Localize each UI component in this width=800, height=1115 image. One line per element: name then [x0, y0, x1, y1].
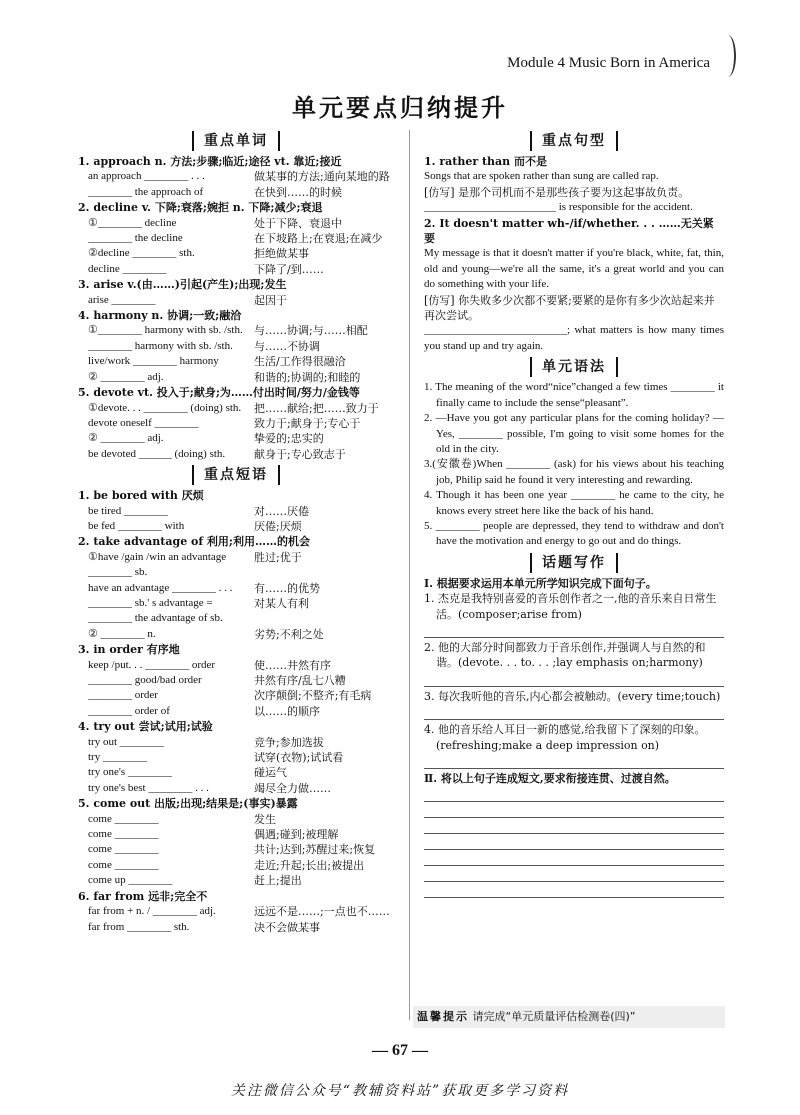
entry-row	[78, 827, 394, 842]
footer-note: 关注微信公众号“教辅资料站”获取更多学习资料	[230, 1083, 570, 1099]
essay-line[interactable]	[424, 852, 724, 866]
entry-meaning: 走近;升起;长出;被提出	[254, 858, 365, 872]
entry-title: 2. take advantage of 利用;利用……的机会	[78, 535, 310, 549]
entry-row	[78, 431, 394, 446]
entry-row	[78, 858, 394, 873]
entry-phrase: come ________	[88, 812, 159, 825]
entry-row	[78, 596, 394, 627]
entry-meaning: 厌倦;厌烦	[254, 519, 302, 533]
vocab-list	[78, 154, 394, 462]
entry-meaning: 有……的优势	[254, 581, 320, 595]
entry-phrase: ________ order of	[88, 704, 170, 717]
entry-meaning: 拒绝做某事	[254, 247, 309, 261]
writing-item: 3. 每次我听他的音乐,内心都会被触动。(every time;touch)	[424, 689, 721, 703]
entry-phrase: ________ sb.' s advantage = ________ the advantage of sb.	[88, 596, 223, 625]
writing-part-1: Ⅰ. 根据要求运用本单元所学知识完成下面句子。	[424, 576, 657, 590]
entry-phrase: ①________ decline	[88, 216, 177, 229]
entry-row	[78, 370, 394, 385]
entry-title: 4. try out 尝试;试用;试验	[78, 720, 213, 734]
phrase-list	[78, 488, 394, 935]
entry-phrase: arise ________	[88, 293, 156, 306]
writing-item: 1. 杰克是我特别喜爱的音乐创作者之一,他的音乐来自日常生活。(composer;arise from)	[424, 592, 717, 621]
answer-line[interactable]	[424, 706, 724, 720]
sentence-2-example: My message is that it doesn't matter if you're black, white, fat, thin, old and young—we're all the same, it's a great world and you can do something with your life.	[424, 247, 724, 291]
entry-row	[78, 169, 394, 184]
writing-heading: 话题写作	[424, 553, 724, 573]
answer-line[interactable]	[424, 755, 724, 769]
entry-phrase: have an advantage ________ . . .	[88, 581, 233, 594]
entry-title: 2. decline v. 下降;衰落;婉拒 n. 下降;减少;衰退	[78, 201, 323, 215]
entry-meaning: 下降了/到……	[254, 262, 324, 276]
page-title: 单元要点归纳提升	[292, 94, 508, 122]
grammar-item: 3.(安徽卷)When ________ (ask) for his views about his teaching job, Philip said he found it very interesting and rewarding.	[424, 458, 724, 486]
entry-title: 3. arise v.(由……)引起(产生);出现;发生	[78, 278, 287, 292]
writing-item: 4. 他的音乐给人耳目一新的感觉,给我留下了深刻的印象。(refreshing;make a deep impression on)	[424, 723, 706, 752]
column-divider	[409, 130, 410, 1020]
entry-phrase: ①devote. . . ________ (doing) sth.	[88, 401, 242, 414]
entry-meaning: 远远不是……;一点也不……	[254, 905, 390, 919]
entry-meaning: 在下坡路上;在衰退;在减少	[254, 232, 383, 246]
entry-title: 5. devote vt. 投入于;献身;为……付出时间/努力/金钱等	[78, 386, 360, 400]
grammar-heading: 单元语法	[424, 357, 724, 377]
entry-row	[78, 504, 394, 519]
entry-meaning: 献身于;专心致志于	[254, 447, 346, 461]
entry-meaning: 致力于;献身于;专心于	[254, 416, 361, 430]
entry-phrase: decline ________	[88, 262, 167, 275]
entry-meaning: 对……厌倦	[254, 504, 309, 518]
entry-row	[78, 658, 394, 673]
entry-phrase: come ________	[88, 843, 159, 856]
entry-row	[78, 812, 394, 827]
entry-row	[78, 920, 394, 935]
sentence-2-blank: __________________________; what matters is how many times you stand up and try again.	[424, 324, 724, 352]
sentence-heading: 重点句型	[424, 131, 724, 151]
grammar-item: 1. The meaning of the word“nice”changed a few times ________ it finally came to include the sense“pleasant”.	[424, 381, 724, 409]
entry-phrase: live/work ________ harmony	[88, 355, 219, 368]
entry-row	[78, 354, 394, 369]
entry-meaning: 做某事的方法;通向某地的路	[254, 170, 390, 184]
entry-phrase: far from ________ sth.	[88, 920, 190, 933]
entry-phrase: come up ________	[88, 874, 173, 887]
entry-row	[78, 673, 394, 688]
answer-line[interactable]	[424, 673, 724, 687]
tip-label: 温馨提示	[417, 1010, 469, 1023]
entry-meaning: 以……的顺序	[254, 704, 320, 718]
entry-meaning: 在快到……的时候	[254, 185, 342, 199]
entry-phrase: ________ the approach of	[88, 185, 204, 198]
page-number: — 67 —	[372, 1042, 428, 1059]
entry-phrase: ________ order	[88, 689, 158, 702]
entry-phrase: try one's best ________ . . .	[88, 781, 209, 794]
entry-phrase: ________ good/bad order	[88, 674, 202, 686]
entry-row	[78, 781, 394, 796]
entry-phrase: ②decline ________ sth.	[88, 247, 195, 260]
essay-line[interactable]	[424, 868, 724, 882]
entry-phrase: be fed ________ with	[88, 519, 185, 532]
sentence-1-title: 1. rather than 而不是	[424, 155, 547, 168]
entry-row	[78, 447, 394, 462]
entry-meaning: 生活/工作得很融洽	[254, 355, 346, 369]
entry-row	[78, 323, 394, 338]
entry-meaning: 竞争;参加选拔	[254, 735, 324, 749]
entry-meaning: 挚爱的;忠实的	[254, 432, 324, 446]
entry-meaning: 竭尽全力做……	[254, 781, 331, 795]
entry-meaning: 次序颠倒;不整齐;有毛病	[254, 689, 372, 703]
tip-box	[413, 1006, 725, 1028]
entry-phrase: keep /put. . . ________ order	[88, 658, 216, 671]
entry-title: 5. come out 出版;出现;结果是;(事实)暴露	[78, 797, 298, 811]
entry-meaning: 处于下降、衰退中	[254, 216, 342, 230]
entry-phrase: an approach ________ . . .	[88, 170, 205, 183]
entry-phrase: be tired ________	[88, 504, 169, 517]
entry-phrase: ② ________ n.	[88, 627, 156, 640]
entry-phrase: try ________	[88, 751, 147, 764]
entry-meaning: 使……井然有序	[254, 658, 331, 672]
entry-row	[78, 339, 394, 354]
entry-row	[78, 627, 394, 642]
entry-meaning: 决不会做某事	[254, 920, 320, 934]
entry-phrase: ________ the decline	[88, 232, 183, 245]
entry-row	[78, 401, 394, 416]
entry-row	[78, 519, 394, 534]
entry-meaning: 发生	[254, 812, 276, 826]
entry-meaning: 对某人有利	[254, 596, 309, 610]
entry-meaning: 偶遇;碰到;被理解	[254, 828, 339, 842]
entry-row	[78, 416, 394, 431]
entry-row	[78, 216, 394, 231]
sentence-2-imitate: [仿写] 你失败多少次都不要紧;要紧的是你有多少次站起来并再次尝试。	[424, 293, 715, 323]
entry-meaning: 共计;达到;苏醒过来;恢复	[254, 843, 376, 857]
essay-line[interactable]	[424, 820, 724, 834]
writing-part-2: Ⅱ. 将以上句子连成短文,要求衔接连贯、过渡自然。	[424, 772, 676, 785]
writing-item: 2. 他的大部分时间都致力于音乐创作,并强调人与自然的和谐。(devote. . . to. . . ;lay emphasis on;harmony)	[424, 640, 706, 670]
entry-meaning: 和谐的;协调的;和睦的	[254, 370, 361, 384]
entry-row	[78, 185, 394, 200]
grammar-item: 5. ________ people are depressed, they tend to withdraw and don't have the motivation and energy to go out and do things.	[424, 519, 724, 548]
entry-meaning: 与……协调;与……相配	[254, 324, 368, 338]
entry-meaning: 碰运气	[254, 766, 287, 780]
entry-row	[78, 550, 394, 581]
entry-meaning: 胜过;优于	[254, 550, 302, 564]
entry-row	[78, 293, 394, 308]
entry-meaning: 与……不协调	[254, 339, 320, 353]
grammar-item: 2. —Have you got any particular plans for the coming holiday? —Yes, ________ possible, I'm going to visit some homes for the old in the city.	[424, 412, 724, 455]
entry-row	[78, 231, 394, 246]
left-column	[78, 128, 394, 935]
entry-title: 1. be bored with 厌烦	[78, 489, 204, 503]
sentence-1-example: Songs that are spoken rather than sung are called rap.	[424, 170, 659, 183]
phrase-heading: 重点短语	[78, 465, 394, 485]
entry-row	[78, 904, 394, 919]
essay-line[interactable]	[424, 836, 724, 850]
entry-phrase: ________ harmony with sb. /sth.	[88, 339, 233, 352]
vocab-heading: 重点单词	[78, 131, 394, 151]
entry-meaning: 起因于	[254, 293, 287, 307]
entry-row	[78, 873, 394, 888]
entry-title: 4. harmony n. 协调;一致;融洽	[78, 309, 242, 323]
entry-row	[78, 765, 394, 780]
grammar-item: 4. Though it has been one year ________ he came to the city, he knows every street here like the back of his hand.	[424, 489, 724, 517]
entry-row	[78, 688, 394, 703]
entry-meaning: 赶上;提出	[254, 874, 302, 888]
entry-row	[78, 581, 394, 596]
entry-meaning: 试穿(衣物);试试看	[254, 751, 344, 765]
entry-phrase: ①have /gain /win an advantage ________ sb.	[88, 550, 227, 579]
entry-meaning: 井然有序/乱七八糟	[254, 674, 346, 687]
entry-phrase: ①________ harmony with sb. /sth.	[88, 324, 243, 337]
entry-phrase: ② ________ adj.	[88, 370, 164, 383]
answer-line[interactable]	[424, 624, 724, 638]
entry-phrase: ② ________ adj.	[88, 432, 164, 445]
sentence-1-imitate: [仿写] 是那个司机而不是那些孩子要为这起事故负责。	[424, 185, 690, 199]
entry-row	[78, 842, 394, 857]
sentence-1-blank: ________________________ is responsible for the accident.	[424, 201, 693, 214]
entry-meaning: 劣势;不利之处	[254, 627, 324, 641]
entry-phrase: far from + n. / ________ adj.	[88, 905, 216, 918]
entry-phrase: come ________	[88, 828, 159, 841]
entry-title: 6. far from 远非;完全不	[78, 889, 208, 903]
tip-text: 请完成“单元质量评估检测卷(四)”	[472, 1010, 636, 1023]
essay-line[interactable]	[424, 788, 724, 802]
entry-phrase: devote oneself ________	[88, 416, 199, 429]
entry-phrase: be devoted ______ (doing) sth.	[88, 447, 226, 460]
entry-phrase: come ________	[88, 858, 159, 871]
entry-row	[78, 735, 394, 750]
essay-line[interactable]	[424, 804, 724, 818]
right-column	[424, 128, 724, 900]
entry-phrase: try out ________	[88, 735, 164, 748]
entry-row	[78, 262, 394, 277]
entry-row	[78, 246, 394, 261]
entry-phrase: try one's ________	[88, 766, 172, 779]
entry-row	[78, 750, 394, 765]
running-head: Module 4 Music Born in America	[507, 55, 710, 71]
page-corner-bracket	[720, 35, 736, 77]
entry-meaning: 把……献给;把……致力于	[254, 401, 379, 415]
essay-line[interactable]	[424, 884, 724, 898]
sentence-2-title: 2. It doesn't matter wh-/if/whether. . . ……无关紧要	[424, 216, 714, 246]
entry-title: 3. in order 有序地	[78, 643, 180, 657]
entry-row	[78, 704, 394, 719]
entry-title: 1. approach n. 方法;步骤;临近;途径 vt. 靠近;接近	[78, 155, 342, 168]
